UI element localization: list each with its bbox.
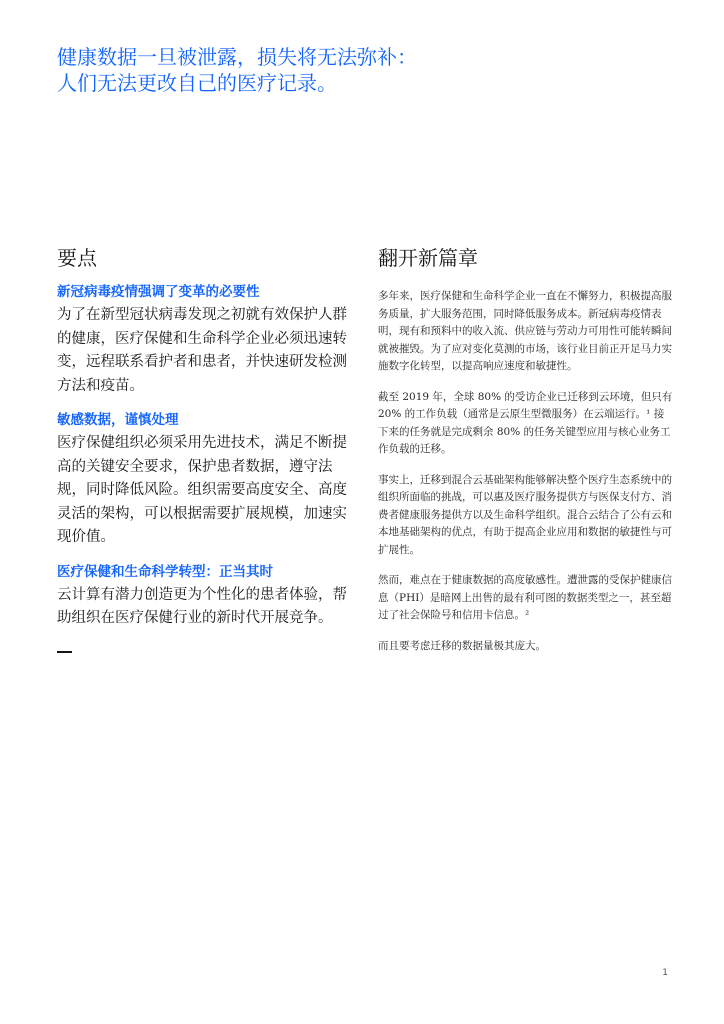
new-chapter-title: 翻开新篇章 [378,246,478,270]
key-point-body: 医疗保健组织必须采用先进技术，满足不断提高的关键安全要求，保护患者数据，遵守法规，同时降低风险。组织需要高度安全、高度灵活的架构，可以根据需要扩展规模，加速实现价值。 [57,435,347,545]
key-point [57,282,357,398]
key-point-body: 云计算有潜力创造更为个性化的患者体验，帮助组织在医疗保健行业的新时代开展竞争。 [57,586,347,626]
page-headline [57,44,677,96]
key-points-column [57,244,357,653]
body-paragraph: 截至 2019 年，全球 80% 的受访企业已迁移到云环境，但只有 20% 的工作负载（通常是云原生型微服务）在云端运行。¹ 接下来的任务就是完成剩余 80% 的任务关键型应用与核心业务工作负载的迁移。 [378,390,673,455]
body-paragraph: 而且要考虑迁移的数据量极其庞大。 [378,639,546,652]
body-paragraph: 然而，难点在于健康数据的高度敏感性。遭泄露的受保护健康信息（PHI）是暗网上出售的最有利可图的数据类型之一，甚至超过了社会保险号和信用卡信息。² [378,574,672,621]
headline-line-1: 健康数据一旦被泄露，损失将无法弥补： [57,45,417,69]
key-points-title: 要点 [57,246,97,270]
key-point-body: 为了在新型冠状病毒发现之初就有效保护人群的健康，医疗保健和生命科学企业必须迅速转变，远程联系看护者和患者，并快速研发检测方法和疫苗。 [57,307,347,394]
page-number: 1 [662,968,668,978]
headline-line-2: 人们无法更改自己的医疗记录。 [57,71,337,95]
key-point-title: 敏感数据，谨慎处理 [57,412,179,428]
new-chapter-column [378,244,674,668]
section-divider [57,651,72,653]
key-point-title: 医疗保健和生命科学转型：正当其时 [57,563,273,580]
key-point [57,410,357,550]
body-paragraph: 多年来，医疗保健和生命科学企业一直在不懈努力，积极提高服务质量，扩大服务范围，同时降低服务成本。新冠病毒疫情表明，现有和预料中的收入流、供应链与劳动力可用性可能转瞬间就被摧毁。为了应对变化莫测的市场，该行业目前正开足马力实施数字化转型，以提高响应速度和敏捷性。 [378,290,672,372]
key-point [57,562,357,631]
body-paragraph: 事实上，迁移到混合云基础架构能够解决整个医疗生态系统中的组织所面临的挑战，可以惠及医疗服务提供方与医保支付方、消费者健康服务提供方以及生命科学组织。混合云结合了公有云和本地基础架构的优点，有助于提高企业应用和数据的敏捷性与可扩展性。 [378,473,672,556]
key-point-title: 新冠病毒疫情强调了变革的必要性 [57,284,260,300]
